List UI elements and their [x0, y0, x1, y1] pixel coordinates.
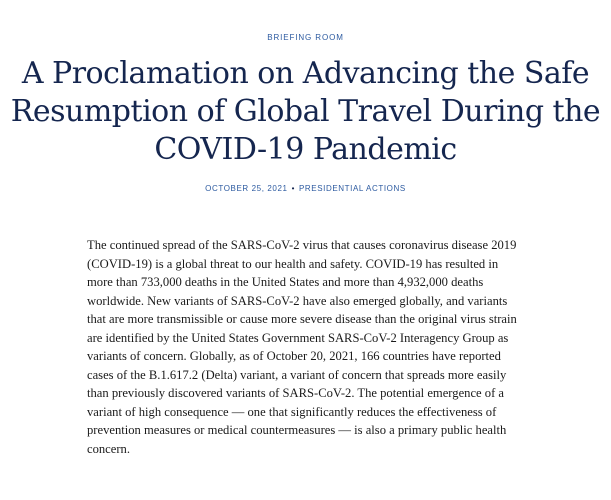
category-link[interactable]: PRESIDENTIAL ACTIONS	[298, 184, 406, 193]
article-paragraph: The continued spread of the SARS-CoV-2 virus that causes coronavirus disease 2019 (COVID-19) is a global threat to our health and safety. COVID-19 has resulted in more than 733,000 deaths in the United States and more than 4,932,000 deaths worldwide. New variants of SARS-CoV-2 have also emerged globally, and variants that are more transmissible or cause more severe disease than the original virus strain are identified by the United States Government SARS-CoV-2 Interagency Group as variants of concern. Globally, as of October 20, 2021, 166 countries have reported cases of the B.1.617.2 (Delta) variant, a variant of concern that spreads more easily than previously discovered variants of SARS-CoV-2. The potential emergence of a variant of high consequence — one that significantly reduces the effectiveness of prevention measures or medical countermeasures — is also a primary public health concern.	[87, 238, 517, 456]
article-meta	[0, 184, 611, 193]
briefing-room-link[interactable]: BRIEFING ROOM	[267, 33, 344, 42]
article-date: OCTOBER 25, 2021	[205, 184, 288, 193]
meta-separator: •	[291, 184, 295, 193]
page-title: A Proclamation on Advancing the Safe Resumption of Global Travel During the COVID-19 Pandemic	[10, 56, 601, 167]
